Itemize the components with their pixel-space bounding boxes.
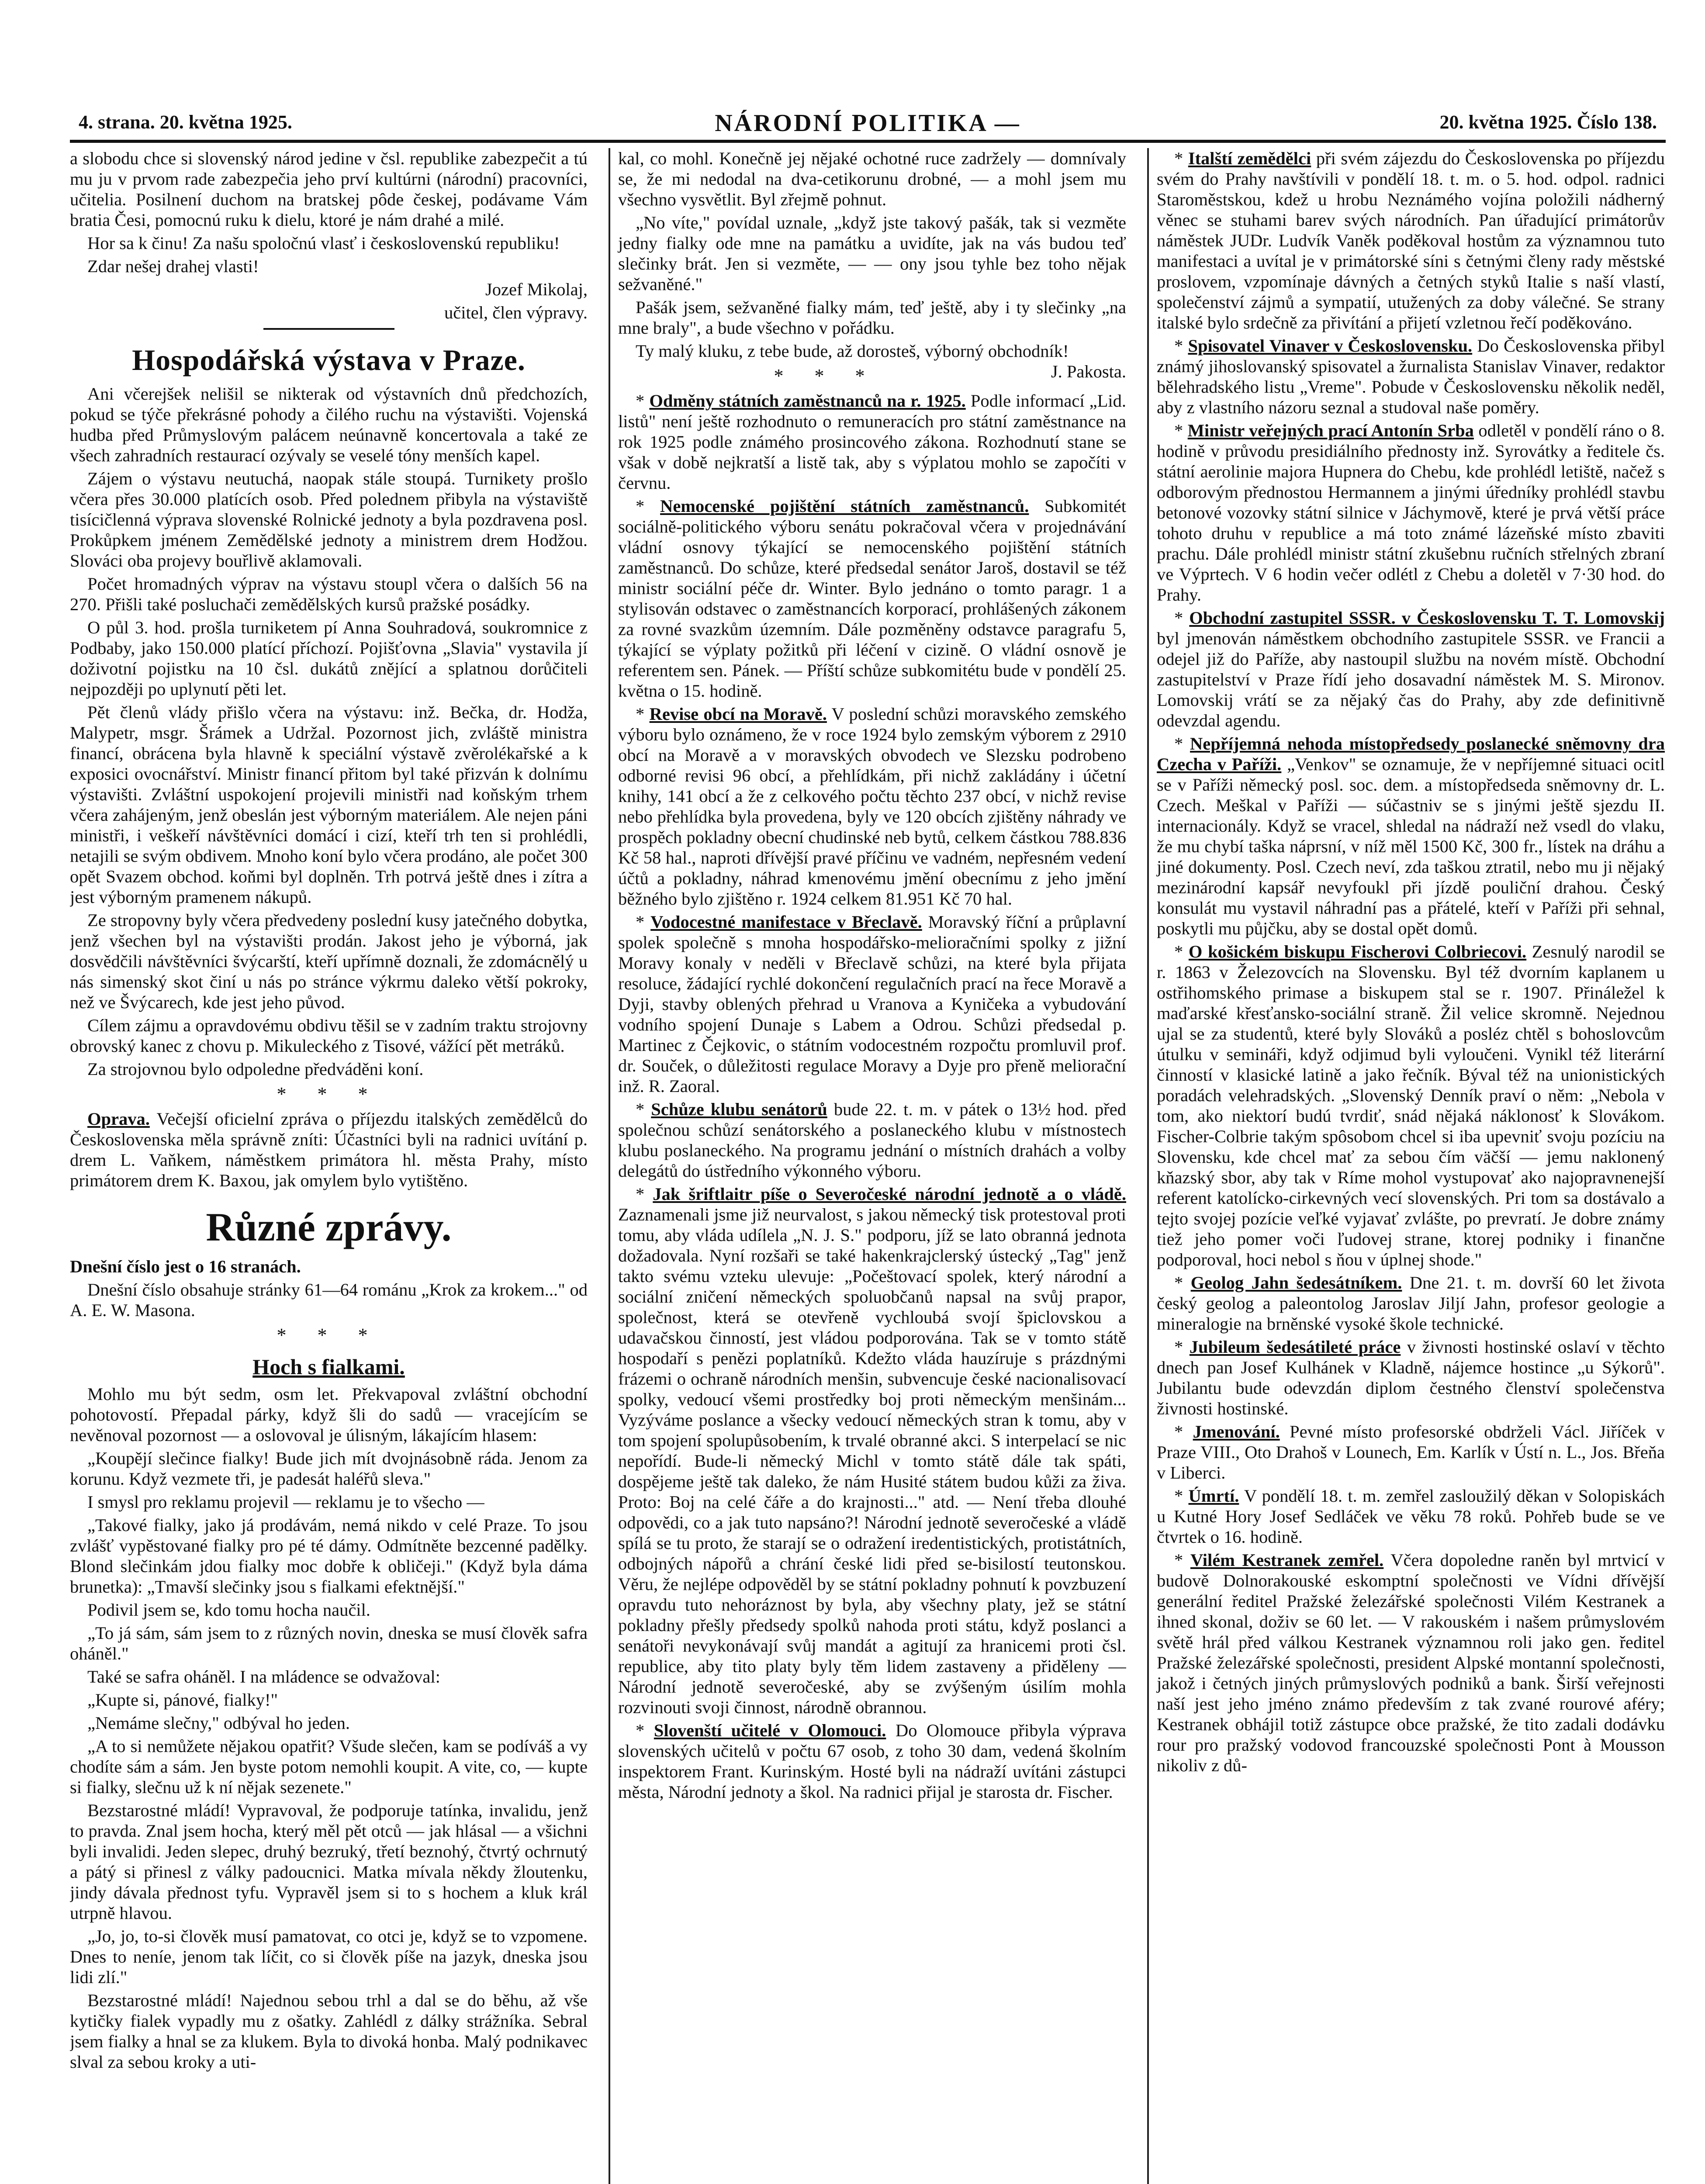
run-in-heading: Odměny státních zaměstnanců na r. 1925. <box>649 391 966 411</box>
article-paragraph: a slobodu chce si slovenský národ jedine v čsl. republike zabezpečit a tú mu ju v prvom rade zabezpečia jeho prví kultúrni (národní) pracovníci, učitelia. Posilnení duchom na bratskej pôde českej, podávame Vám bratia Česi, pomocnú ruku k dielu, ktoré je nám drahé a milé. <box>70 149 588 230</box>
article-paragraph: „Takové fialky, jako já prodávám, nemá nikdo v celé Praze. To jsou zvlášť vypěstované fialky pro pé té dámy. Odmítněte bezcenné padělky. Blond slečinkám jdou fialky moc dobře k obličeji." (Když byla dáma brunetka): „Tmavší slečinky jsou s fialkami efektnější." <box>70 1515 588 1597</box>
header-date-left: 4. strana. 20. května 1925. <box>79 111 292 133</box>
run-in-heading: Jmenování. <box>1193 1422 1280 1441</box>
separator-stars: * * * <box>277 1324 381 1346</box>
run-in-heading: Slovenští učitelé v Olomouci. <box>654 1721 886 1740</box>
article-paragraph: Dnešní číslo obsahuje stránky 61—64 románu „Krok za krokem..." od A. E. W. Masona. <box>70 1280 588 1320</box>
article-paragraph: * Jmenování. Pevné místo profesorské obdrželi Václ. Jiříček v Praze VIII., Oto Drahoš v Lounech, Em. Karlík v Ústí n. L., Jos. Břeňa v Liberci. <box>1157 1422 1665 1482</box>
run-in-heading: Revise obcí na Moravě. <box>649 704 827 724</box>
article-text: Pevné místo profesorské obdrželi Václ. Jiříček v Praze VIII., Oto Drahoš v Lounech, Em. Karlík v Ústí n. L., Jos. Břeňa v Liberci. <box>1157 1422 1665 1482</box>
article-text: Podle informací „Lid. listů" není ještě rozhodnuto o remuneracích pro státní zaměstnance na rok 1925 podle známého prosincového zákona. Rozhodnutí stane se však v době nejkratší a listě tak, aby s výplatou mohlo se započíti v červnu. <box>618 391 1126 493</box>
article-title: Hoch s fialkami. <box>252 1355 405 1379</box>
columns <box>70 148 1666 2184</box>
separator-stars: * * * <box>774 365 878 387</box>
section-heading: Různé zprávy. <box>206 1205 452 1249</box>
article-text: byl jmenován náměstkem obchodního zastupitele SSSR. ve Francii a odejel již do Paříže, aby nastoupil službu na novém místě. Obchodní zastupitelství v Praze řídí jeho dosavadní náměstek M. S. Mironov. Lomovskij vrátí se za nějaký čas do Prahy, aby zde definitivně odevzdal agendu. <box>1157 629 1665 730</box>
run-in-heading: Ministr veřejných prací Antonín Srba <box>1187 421 1474 440</box>
article-paragraph: Zájem o výstavu neutuchá, naopak stále stoupá. Turnikety prošlo včera přes 30.000 platících osob. Před polednem přibyla na výstaviště tisícičlenná výprava slovenské Rolnické jednoty a byla pozdravena posl. Prokůpkem jménem Zemědělské jednoty a ministrem drem Hodžou. Slováci oba projevy bouřlivě aklamovali. <box>70 469 588 570</box>
masthead-title: NÁRODNÍ POLITIKA — <box>715 110 1021 137</box>
article-paragraph: Bezstarostné mládí! Najednou sebou trhl a dal se do běhu, až vše kytičky fialek vypadly mu z ošatky. Zahlédl z dálky strážníka. Sebral jsem fialky a hnal se za klukem. Byla to divoká honba. Malý podnikavec slval za sebou kroky a uti- <box>70 1990 588 2072</box>
article-paragraph <box>70 1109 588 1191</box>
article-paragraph: I smysl pro reklamu projevil — reklamu je to všecho — <box>87 1492 484 1512</box>
article-paragraph: * Vodocestné manifestace v Břeclavě. Moravský říční a průplavní spolek společně s mnoha hospodářsko-melioračními spolky z jižní Moravy konaly v neděli v Břeclavě schůzi, na které byla přijata resoluce, žádající rychlé dokončení regulačních prací na řece Moravě a Dyji, stavby oblených přehrad u Vranova a Kyničeka a vybudování vodního spojení Dunaje s Labem a Odrou. Schůzi předsedal p. Martinec z Čejkovic, o státním vodocestném rozpočtu promluvil prof. dr. Souček, o důležitosti regulace Moravy a Dyje pro přeně meliorační inž. R. Zaoral. <box>618 912 1126 1096</box>
article-text: Zaznamenali jsme již neurvalost, s jakou německý tisk protestoval proti tomu, aby vláda udílela „N. J. S." podporu, jíž se lato obranná jednota dožadovala. Nyní rozšaři se také hakenkrajclerský ústecký „Tag" jenž takto svému vzteku ulevuje: „Počeštovací spolek, který národní a sociální zničení německých spoluobčanů napsal na svůj prapor, společnost, která se otevřeně vychloubá svojí špiclovskou a udavačskou činností, jest vládou podporována. Tak se v tomto státě hospodaří s penězi poplatníků. Kdežto vláda hauzíruje s prázdnými frázemi o ochraně národních menšin, subvencuje české nacionalisovací spolky, vedoucí všemi prostředky boj proti německým menšinám... Vyzýváme poslance a všecky vedoucí německých stran k tomu, aby v tom spojení spolupůsobením, k trvalé obranné akci. S interpelací se nic nepořídí. Bude-li německý Michl v tomto státě dále tak spáti, dospějeme ještě tak daleko, že nám Husité státem budou kůži za živa. Proto: Boj na celé čáře a do krajnosti..." atd. — Není třeba dlouhé odpovědi, co a jak tuto napsáno?! Národní jednotě severočeské a vládě spílá se tu proto, že starají se o odražení iredentistických, protistátních, odbojných nápořů a chrání české lidi před se-bisilostí teutonskou. Věru, že nejlépe odpověděl by se státní pokladny pohnutí k povzbuzení opravdu tuto nehoráznost by byla, aby všechny platy, jež se státní pokladny přešly předsedy spolků nahoda proti státu, když poslanci a senátoři nevykonávají svůj mandát a agitují za hranicemi proti čsl. republice, aby tito platy byly těm lidem zastaveny a přiděleny — Národní jednotě severočeské, aby se zvýšeným úsilím mohla rozvinouti svoji činnost, národně obrannou. <box>618 1205 1126 1717</box>
article-text: Večejší oficielní zpráva o příjezdu italských zemědělců do Československa měla správně zníti: Účastníci byli na radnici uvítání p. drem L. Vaňkem, náměstkem primátora hl. města Prahy, místo primátorem drem K. Baxou, jak omylem bylo vytištěno. <box>70 1109 588 1190</box>
article-paragraph: Cílem zájmu a opravdovému obdivu těšil se v zadním traktu strojovny obrovský kanec z chovu p. Mikuleckého z Tisové, vážící pět metráků. <box>70 1016 588 1056</box>
article-paragraph: Bezstarostné mládí! Vypravoval, že podporuje tatínka, invalidu, jenž to pravda. Znal jsem hocha, který měl pět otců — jak hlásal — a všichni byli invalidi. Jeden slepec, druhý bezruký, třetí beznohý, čtvrtý ochrnutý a pátý si přinesl z války padoucnici. Matka mívala někdy žloutenku, jindy dávala přednost tyfu. Vypravěl jsem si to s hochem a kluk král utrpně hlavou. <box>70 1800 588 1923</box>
article-paragraph: „No víte," povídal uznale, „když jste takový pašák, tak si vezměte jedny fialky ode mne na památku a uvidíte, jak na vás budou teď slečinky brát. Jen si vezměte, — — ony jsou tyhle bez toho nějak sežvaněné." <box>618 213 1126 294</box>
article-text: Subkomitét sociálně-politického výboru senátu pokračoval včera v projednávání vládní osnovy týkající se nemocenského pojištění státních zaměstnanců. Do schůze, které předsedal senátor Jaroš, dostavil se též ministr sociální péče dr. Winter. Bylo jednáno o tomto paragr. 1 a stylisován odstavec o zaměstnancích korporací, prohlášených zákonem za rovné svazkům územním. Dále pozměněny odstavce paragrafu 5, týkající se výplaty požitků při léčení v cizině. O vládní osnově je referentem sen. Pánek. — Příští schůze subkomitétu bude v pondělí 25. května o 15. hodině. <box>618 496 1126 701</box>
section-heading: Hospodářská výstava v Praze. <box>132 343 526 377</box>
article-text: Dne 21. t. m. dovrší 60 let života český geolog a paleontolog Jaroslav Jiljí Jahn, profesor geologie a mineralogie na brněnské vysoké škole technické. <box>1157 1273 1665 1334</box>
article-paragraph: Za strojovnou bylo odpoledne předváděni koní. <box>87 1059 424 1079</box>
divider <box>263 328 394 330</box>
article-paragraph: Počet hromadných výprav na výstavu stoupl včera o dalších 56 na 270. Přišli také posluchači zemědělských kursů pražské posádky. <box>70 574 588 614</box>
article-text: Do Olomouce přibyla výprava slovenských učitelů v počtu 67 osob, z toho 30 dam, vedená školním inspektorem Frant. Kurinským. Hosté byli na nádraží uvítáni zástupci města, Národní jednoty a škol. Na radnici přijal je starosta dr. Fischer. <box>618 1721 1126 1802</box>
article-paragraph: * Revise obcí na Moravě. V poslední schůzi moravského zemského výboru bylo oznámeno, že v roce 1924 bylo zemským výborem z 2910 obcí na Moravě a v moravských obvodech ve Slezsku podrobeno odborné revisi 96 obcí, a přehlídkám, při nichž zakládány i účetní knihy, 141 obcí a že z celkového počtu těchto 237 obcí, v nichž revise nebo přehlídka byla provedena, byly ve 120 obcích zjištěny náhrady ve prospěch pokladny obecní chudinské neb bytů, celkem částkou 788.836 Kč 58 hal., naproti dřívější pravé příčinu ve vadném, nepřesném vedení účtů a pokladny, náhrad kmenovému jmění obecnímu z jeho jmění běžného bylo zjištěno r. 1924 celkem 81.951 Kč 70 hal. <box>618 704 1126 909</box>
article-paragraph: Podivil jsem se, kdo tomu hocha naučil. <box>87 1600 370 1620</box>
header-date-right: 20. května 1925. Číslo 138. <box>1439 111 1657 133</box>
run-in-heading: Úmrtí. <box>1188 1486 1239 1506</box>
article-paragraph: Ani včerejšek nelišil se nikterak od výstavních dnů předchozích, pokud se týče překrásné pohody a čilého ruchu na výstavišti. Vojenská hudba před Průmyslovým palácem neúnavně koncertovala a také ze všech zahradních restaurací ozývaly se veselé tóny menších kapel. <box>70 384 588 465</box>
column-1 <box>70 148 588 2184</box>
run-in-heading: Nepříjemná nehoda místopředsedy poslanecké sněmovny dra Czecha v Paříži. <box>1157 734 1665 774</box>
article-text: Do Československa přibyl známý jihoslovanský spisovatel a žurnalista Stanislav Vinaver, redaktor bělehradského listu „Vreme". Pobude v Československu několik neděl, aby z vlastního názoru seznal a studoval naše poměry. <box>1157 336 1665 417</box>
article-paragraph: „Nemáme slečny," odbýval ho jeden. <box>87 1713 350 1733</box>
column-2 <box>609 148 1126 2184</box>
article-paragraph: * O košickém biskupu Fischerovi Colbriecovi. Zesnulý narodil se r. 1863 v Železovcích na Slovensku. Byl též dvorním kaplanem u ostřihomského primase a biskupem stal se r. 1907. Přináležel k maďarské křesťansko-sociální straně. Žil velice skromně. Nejednou ujal se za studentů, které byly Slováků a posléz chtěl s bohoslovcům útulku v semináři, když odjimud byli vyloučeni. Vynikl též literární činností v klasické latině a jako řečník. Býval též na unionistických poradách velehradských. „Slovenský Denník praví o něm: „Nebola v tom, ako niektorí budú tvrdiť, snád nějaká náklonosť k Slovákom. Fischer-Colbrie takým spôsobom chcel si iba upevniť svoju pozíciu na Slovensku, kde chcel mať za sebou čím väčší — jemu naklonený kňazský sbor, aby tak v Ríme mohol vystupovať ako najopravnenejší referent katolícko-cirkevných vecí slovenských. Pri tom sa dostávalo a tejto svojej pozície veľké vyjavať zvlášte, po prevratí. Je dobre známy tiež jeho pomer voči ľudovej strane, ktorej podniky i finančne podporoval, hoci nebol s ňou v úplnej shode." <box>1157 942 1665 1269</box>
article-paragraph: „To já sám, sám jsem to z různých novin, dneska se musí člověk safra oháněl." <box>70 1623 588 1663</box>
article-text: Moravský říční a průplavní spolek společně s mnoha hospodářsko-melioračními spolky z jižní Moravy konaly v neděli v Břeclavě schůzi, na které byla přijata resoluce, žádající rychlé dokončení regulačních prací na řece Moravě a Dyji, stavby oblených přehrad u Vranova a Kyničeka a vybudování vodního spojení Dunaje s Labem a Odrou. Schůzi předsedal p. Martinec z Čejkovic, o státním vodocestném rozpočtu promluvil prof. dr. Souček, o důležitosti regulace Moravy a Dyje pro přeně meliorační inž. R. Zaoral. <box>618 912 1126 1096</box>
article-paragraph: * Nemocenské pojištění státních zaměstnanců. Subkomitét sociálně-politického výboru senátu pokračoval včera v projednávání vládní osnovy týkající se nemocenského pojištění státních zaměstnanců. Do schůze, které předsedal senátor Jaroš, dostavil se též ministr sociální péče dr. Winter. Bylo jednáno o tomto paragr. 1 a stylisován odstavec o zaměstnancích korporací, prohlášených zákonem za rovné svazkům územním. Dále pozměněny odstavce paragrafu 5, týkající se výplaty požitků při léčení v cizině. O vládní osnově je referentem sen. Pánek. — Příští schůze subkomitétu bude v pondělí 25. května o 15. hodině. <box>618 496 1126 701</box>
article-text: při svém zájezdu do Československa po příjezdu svém do Prahy navštívili v pondělí 18. t. m. o 5. hod. odpol. radnici Staroměstskou, kdež u hrobu Neznámého vojína položili nádherný věnec se stuhami barev svých národních. Pan úřadující primátorův náměstek JUDr. Ludvík Vaněk poděkoval hostům za významnou tuto manifestaci a uvítal je v primátorské síni s četnými členy rady městské proslovem, vzpomínaje dávných a četných styků Italie s naší vlastí, společenství zájmů a sympatií, utužených za doby válečné. Se strany italské bylo srdečně za přivítání a přijetí vzletnou řečí poděkováno. <box>1157 149 1665 332</box>
article-paragraph: O půl 3. hod. prošla turniketem pí Anna Souhradová, soukromnice z Podbaby, jako 150.000 platící příchozí. Pojišťovna „Slavia" vystavila jí doživotní pojistku na 10 čsl. dukátů znějící a splatnou dorůčiteli nejpozději po uplynutí pěti let. <box>70 618 588 699</box>
signature: učitel, člen výpravy. <box>444 303 588 322</box>
article-text: „Venkov" se oznamuje, že v nepříjemné situaci ocitl se v Paříži německý posl. soc. dem. a místopředseda sněmovny dr. L. Czech. Meškal v Paříži — súčastniv se s jinými ještě sjezdu II. internacionály. Když se vracel, shledal na nádraží než vsedl do vlaku, že mu chybí taška náprsní, v níž měl 1500 Kč, 300 fr., lístek na dráhu a jiné dokumenty. Posl. Czech neví, zda taškou ztratil, nebo mu ji nějaký mezinárodní kapsář nevyfoukl při jízdě pouliční drahou. Český konsulát mu vystavil náhradní pas a přátelé, kteří v Paříži při sehnal, poskytli mu půjčku, aby se dostal opět domů. <box>1157 754 1665 938</box>
article-paragraph: „Koupějí slečince fialky! Bude jich mít dvojnásobně ráda. Jenom za korunu. Když vezmete tři, je padesát haléřů sleva." <box>70 1448 588 1489</box>
article-paragraph: kal, co mohl. Konečně jej nějaké ochotné ruce zadržely — domnívaly se, že mi nedodal na dva-cetikorunu drobné, — a mohl jsem mu všechno vysvětlit. Byl zřejmě pohnut. <box>618 149 1126 209</box>
run-in-heading: Obchodní zastupitel SSSR. v Československu T. T. Lomovskij <box>1189 608 1665 628</box>
article-paragraph: * Geolog Jahn šedesátníkem. Dne 21. t. m. dovrší 60 let života český geolog a paleontolog Jaroslav Jiljí Jahn, profesor geologie a mineralogie na brněnské vysoké škole technické. <box>1157 1273 1665 1334</box>
page-header <box>70 109 1666 143</box>
article-paragraph: * Jubileum šedesátileté práce v živnosti hostinské oslaví v těchto dnech pan Josef Kulhánek v Kladně, nájemce hostince „u Sýkorů". Jubilantu bude odevzdán diplom čestného členství společenstva živnosti hostinské. <box>1157 1337 1665 1418</box>
article-paragraph: * Odměny státních zaměstnanců na r. 1925. Podle informací „Lid. listů" není ještě rozhodnuto o remuneracích pro státní zaměstnance na rok 1925 podle známého prosincového zákona. Rozhodnutí stane se však v době nejkratší a listě tak, aby s výplatou mohlo se započíti v červnu. <box>618 391 1126 493</box>
article-text: Včera dopoledne raněn byl mrtvicí v budově Dolnorakouské eskomptní společnosti ve Vídni dřívější generální ředitel Pražské železářské společnosti Vilém Kestranek a ihned skonal, doživ se 60 let. — V rakouském i našem průmyslovém světě hrál před válkou Kestranek významnou roli jako gen. ředitel Pražské železářské společnosti, president Alpské montanní společnosti, jakož i četných jiných průmyslových podniků a bank. Širší veřejnosti naší jest jeho jméno známo především z tak zvané rourové aféry; Kestranek obhájil totiž zástupce obce pražské, že tito zadali dodávku rour pro pražský vodovod francouzské společnosti Pont à Mousson nikoliv z dů- <box>1157 1550 1665 1775</box>
article-text: Ty malý kluku, z tebe bude, až dorosteš, výborný obchodník! <box>636 341 1069 361</box>
run-in-heading: O košickém biskupu Fischerovi Colbriecovi. <box>1188 942 1527 961</box>
article-paragraph: Pašák jsem, sežvaněné fialky mám, teď ještě, aby i ty slečinky „na mne braly", a bude všechno v pořádku. <box>618 297 1126 338</box>
run-in-heading: Italští zemědělci <box>1188 149 1311 168</box>
run-in-heading: Oprava. <box>87 1109 150 1129</box>
run-in-heading: Jubileum šedesátileté práce <box>1189 1337 1401 1357</box>
article-text: V pondělí 18. t. m. zemřel zasloužilý děkan v Solopiskách u Kutné Hory Josef Sedláček ve věku 78 roků. Pohřeb bude se ve čtvrtek o 16. hodině. <box>1157 1486 1665 1547</box>
run-in-heading: Spisovatel Vinaver v Československu. <box>1188 336 1473 356</box>
article-paragraph: Pět členů vlády přišlo včera na výstavu: inž. Bečka, dr. Hodža, Malypetr, msgr. Šrámek a Udržal. Pozornost jich, zvláště ministra financí, obrácena byla hlavně k speciální výstavě zvěrolékařské a k exposici ovocnářství. Ministr financí přitom byl také přizván k dolnímu výstavišti. Zvláštní uspokojení projevili ministři nad koňským trhem včera zahájeným, jenž obeslán jest výborným materiálem. Ale nejen páni ministři, i veškeří návštěvníci domácí i cizí, kteří trh ten si prohlédli, netajili se svým obdivem. Mnoho koní bylo včera prodáno, ale počet 300 opět Svazem obchod. koňmi byl doplněn. Trh potrvá ještě dnes i zítra a jest výborným pramenem nákupů. <box>70 702 588 907</box>
article-paragraph: * Jak šriftlaitr píše o Severočeské národní jednotě a o vládě. Zaznamenali jsme již neurvalost, s jakou německý tisk protestoval proti tomu, aby vláda udílela „N. J. S." podporu, jíž se lato obranná jednota dožadovala. Nyní rozšaři se také hakenkrajclerský ústecký „Tag" jenž takto svému vzteku ulevuje: „Počeštovací spolek, který národní a sociální zničení německých spoluobčanů napsal na svůj prapor, společnost, která se otevřeně vychloubá svojí špiclovskou a udavačskou činností, jest vládou podporována. Tak se v tomto státě hospodaří s penězi poplatníků. Kdežto vláda hauzíruje s prázdnými frázemi o ochraně národních menšin, subvencuje české nacionalisovací spolky, vedoucí všemi prostředky boj proti německým menšinám... Vyzýváme poslance a všecky vedoucí německých stran k tomu, aby v tom spojení spolupůsobením, k trvalé obranné akci. S interpelací se nic nepořídí. Bude-li německý Michl v tomto státě dále tak spáti, dospějeme ještě tak daleko, že nám Husité státem budou kůži za živa. Proto: Boj na celé čáře a do krajnosti..." atd. — Není třeba dlouhé odpovědi, co a jak tuto napsáno?! Národní jednotě severočeské a vládě spílá se tu proto, že starají se o odražení iredentistických, protistátních, odbojných nápořů a chrání české lidi před se-bisilostí teutonskou. Věru, že nejlépe odpověděl by se státní pokladny pohnutí k povzbuzení opravdu tuto nehoráznost by byla, aby všechny platy, jež se státní pokladny přešly předsedy spolků nahoda proti státu, když poslanci a senátoři nevykonávají svůj mandát a agitují za hranicemi proti čsl. republice, aby tito platy byly těm lidem zastaveny a přiděleny — Národní jednotě severočeské, aby se zvýšeným úsilím mohla rozvinouti svoji činnost, národně obrannou. <box>618 1184 1126 1717</box>
signature: J. Pakosta. <box>1051 362 1126 381</box>
article-paragraph: „Kupte si, pánové, fialky!" <box>87 1690 278 1710</box>
article-paragraph: Mohlo mu být sedm, osm let. Překvapoval zvláštní obchodní pohotovostí. Přepadal párky, když šli do sadů — vracejícím se nevěnoval pozornost — a oslovoval je úlisným, lákajícím hlasem: <box>70 1384 588 1445</box>
article-text: odletěl v pondělí ráno o 8. hodině v průvodu presidiálního přednosty inž. Syrovátky a ředitele čs. státní aerolinie majora Hupnera do Chebu, kde prohlédl letiště, načež s odborovým přednostou Hermannem a jinými úředníky prohlédl stavbu betonové vozovky státní silnice v Jáchymově, které je prvá větší práce tohoto druhu v republice a má toto známé lázeňské místo zbaviti prachu. Dále prohlédl ministr státní zkušebnu ručních střelných zbraní ve Výprtech. V 6 hodin večer odlétl z Chebu a doletěl v 7·30 hod. do Prahy. <box>1157 421 1665 605</box>
article-paragraph: Ze stropovny byly včera předvedeny poslední kusy jatečného dobytka, jenž všechen byl na výstavišti prodán. Jakost jeho je výborná, jak dosvědčili návštěvníci švýcarští, kteří upřímně doznali, že zdomácnělý u nás simenský skot činí u nás po stránce výkrmu daleko větší pokroky, než ve Švýcarech, kde jest jeho původ. <box>70 910 588 1012</box>
article-paragraph: * Úmrtí. V pondělí 18. t. m. zemřel zasloužilý děkan v Solopiskách u Kutné Hory Josef Sedláček ve věku 78 roků. Pohřeb bude se ve čtvrtek o 16. hodině. <box>1157 1486 1665 1547</box>
signature: Jozef Mikolaj, <box>485 280 588 299</box>
article-paragraph: * Slovenští učitelé v Olomouci. Do Olomouce přibyla výprava slovenských učitelů v počtu 67 osob, z toho 30 dam, vedená školním inspektorem Frant. Kurinským. Hosté byli na nádraží uvítáni zástupci města, Národní jednoty a škol. Na radnici přijal je starosta dr. Fischer. <box>618 1721 1126 1802</box>
article-paragraph: * Spisovatel Vinaver v Československu. Do Československa přibyl známý jihoslovanský spisovatel a žurnalista Stanislav Vinaver, redaktor bělehradského listu „Vreme". Pobude v Československu několik neděl, aby z vlastního názoru seznal a studoval naše poměry. <box>1157 336 1665 417</box>
article-paragraph: „Jo, jo, to-si člověk musí pamatovat, co otci je, když se to vzpomene. Dnes to neníe, jenom tak líčit, co si člověk píše na jazyk, dneska jsou lidi zlí." <box>70 1926 588 1987</box>
article-paragraph: * Italští zemědělci při svém zájezdu do Československa po příjezdu svém do Prahy navštívili v pondělí 18. t. m. o 5. hod. odpol. radnici Staroměstskou, kdež u hrobu Neznámého vojína položili nádherný věnec se stuhami barev svých národních. Pan úřadující primátorův náměstek JUDr. Ludvík Vaněk poděkoval hostům za významnou tuto manifestaci a uvítal je v primátorské síni s četnými členy rady městské proslovem, vzpomínaje dávných a četných styků Italie s naší vlastí, společenství zájmů a sympatií, utužených za doby válečné. Se strany italské bylo srdečně za přivítání a přijetí vzletnou řečí poděkováno. <box>1157 149 1665 332</box>
article-text: v živnosti hostinské oslaví v těchto dnech pan Josef Kulhánek v Kladně, nájemce hostince „u Sýkorů". Jubilantu bude odevzdán diplom čestného členství společenstva živnosti hostinské. <box>1157 1337 1665 1418</box>
article-paragraph: Zdar nešej drahej vlasti! <box>87 256 259 276</box>
article-paragraph: Hor sa k činu! Za našu spoločnú vlasť i československú republiku! <box>87 233 560 253</box>
article-paragraph: „A to si nemůžete nějakou opatřit? Všude slečen, kam se podíváš a vy chodíte sám a sám. Jen byste potom nemohli koupit. A vite, co, — kupte si fialky, slečnu už k ní nějak sezenete." <box>70 1736 588 1797</box>
run-in-heading: Nemocenské pojištění státních zaměstnanců. <box>660 496 1029 516</box>
article-paragraph: * Ministr veřejných prací Antonín Srba odletěl v pondělí ráno o 8. hodině v průvodu presidiálního přednosty inž. Syrovátky a ředitele čs. státní aerolinie majora Hupnera do Chebu, kde prohlédl letiště, načež s odborovým přednostou Hermannem a jinými úředníky prohlédl stavbu betonové vozovky státní silnice v Jáchymově, které je prvá větší práce tohoto druhu v republice a má toto známé lázeňské místo zbaviti prachu. Dále prohlédl ministr státní zkušebnu ručních střelných zbraní ve Výprtech. V 6 hodin večer odlétl z Chebu a doletěl v 7·30 hod. do Prahy. <box>1157 421 1665 605</box>
article-text: V poslední schůzi moravského zemského výboru bylo oznámeno, že v roce 1924 bylo zemským výborem z 2910 obcí na Moravě a v moravských obvodech ve Slezsku podrobeno odborné revisi 96 obcí, a přehlídkám, při nichž zakládány i účetní knihy, 141 obcí a že z celkového počtu těchto 237 obcí, v nichž revise nebo přehlídka byla provedena, byly ve 120 obcích zjištěny náhrady ve prospěch pokladny obecní chudinské neb bytů, celkem částkou 788.836 Kč 58 hal., naproti dřívější pravé příčinu ve vadném, nepřesném vedení účtů a pokladny, náhrad kmenovému jmění obecnímu z jeho jmění běžného bylo zjištěno r. 1924 celkem 81.951 Kč 70 hal. <box>618 704 1126 909</box>
run-in-heading: Vodocestné manifestace v Břeclavě. <box>650 912 922 932</box>
run-in-heading: Jak šriftlaitr píše o Severočeské národní jednotě a o vládě. <box>653 1184 1126 1204</box>
run-in-heading: Vilém Kestranek zemřel. <box>1190 1550 1384 1570</box>
article-text: Zesnulý narodil se r. 1863 v Železovcích na Slovensku. Byl též dvorním kaplanem u ostřihomského primase a biskupem stal se r. 1907. Přináležel k maďarské křesťansko-sociální straně. Žil velice skromně. Nejednou ujal se za studentů, které byly Slováků a posléz chtěl s bohoslovcům útulku v semináři, když odjimud byli vyloučeni. Vynikl též literární činností v klasické latině a jako řečník. Býval též na unionistických poradách velehradských. „Slovenský Denník praví o něm: „Nebola v tom, ako niektorí budú tvrdiť, snád nějaká náklonosť k Slovákom. Fischer-Colbrie takým spôsobom chcel si iba upevniť svoju pozíciu na Slovensku, kde chcel mať za sebou čím väčší — jemu naklonený kňazský sbor, aby tak v Ríme mohol vystupovať ako najopravnenejší referent katolícko-cirkevných vecí slovenských. Pri tom sa dostávalo a tejto svojej pozície veľké vyjavať zvlášte, po prevratí. Je dobre známy tiež jeho pomer voči ľudovej strane, ktorej podniky i finančne podporoval, hoci nebol s ňou v úplnej shode." <box>1157 942 1665 1269</box>
article-paragraph <box>618 341 1126 381</box>
column-3 <box>1147 148 1665 2184</box>
article-paragraph: * Obchodní zastupitel SSSR. v Československu T. T. Lomovskij byl jmenován náměstkem obchodního zastupitele SSSR. ve Francii a odejel již do Paříže, aby nastoupil službu na novém místě. Obchodní zastupitelství v Praze řídí jeho dosavadní náměstek M. S. Mironov. Lomovskij vrátí se za nějaký čas do Prahy, aby zde definitivně odevzdal agendu. <box>1157 608 1665 730</box>
separator-stars: * * * <box>277 1083 381 1105</box>
run-in-heading: Schůze klubu senátorů <box>651 1099 827 1119</box>
article-text: bude 22. t. m. v pátek o 13½ hod. před společnou schůzí senátorského a poslaneckého klubu v místnostech klubu poslaneckého. Na programu jednání o místních drahách a volby delegátů do ústředního výkonného výboru. <box>618 1099 1126 1181</box>
article-paragraph: * Nepříjemná nehoda místopředsedy poslanecké sněmovny dra Czecha v Paříži. „Venkov" se oznamuje, že v nepříjemné situaci ocitl se v Paříži německý posl. soc. dem. a místopředseda sněmovny dr. L. Czech. Meškal v Paříži — súčastniv se s jinými ještě sjezdu II. internacionály. Když se vracel, shledal na nádraží než vsedl do vlaku, že mu chybí taška náprsní, v níž měl 1500 Kč, 300 fr., lístek na dráhu a jiné dokumenty. Posl. Czech neví, zda taškou ztratil, nebo mu ji nějaký mezinárodní kapsář nevyfoukl při jízdě pouliční drahou. Český konsulát mu vystavil náhradní pas a přátelé, kteří v Paříži při sehnal, poskytli mu půjčku, aby se dostal opět domů. <box>1157 734 1665 938</box>
article-paragraph: * Vilém Kestranek zemřel. Včera dopoledne raněn byl mrtvicí v budově Dolnorakouské eskomptní společnosti ve Vídni dřívější generální ředitel Pražské železářské společnosti Vilém Kestranek a ihned skonal, doživ se 60 let. — V rakouském i našem průmyslovém světě hrál před válkou Kestranek významnou roli jako gen. ředitel Pražské železářské společnosti, president Alpské montanní společnosti, jakož i četných jiných průmyslových podniků a bank. Širší veřejnosti naší jest jeho jméno známo především z tak zvané rourové aféry; Kestranek obhájil totiž zástupce obce pražské, že tito zadali dodávku rour pro pražský vodovod francouzské společnosti Pont à Mousson nikoliv z dů- <box>1157 1550 1665 1775</box>
run-in-heading: Geolog Jahn šedesátníkem. <box>1190 1273 1402 1292</box>
run-in-heading: Dnešní číslo jest o 16 stranách. <box>70 1257 301 1276</box>
article-paragraph: Také se safra oháněl. I na mládence se odvažoval: <box>87 1667 440 1686</box>
article-paragraph: * Schůze klubu senátorů bude 22. t. m. v pátek o 13½ hod. před společnou schůzí senátorského a poslaneckého klubu v místnostech klubu poslaneckého. Na programu jednání o místních drahách a volby delegátů do ústředního výkonného výboru. <box>618 1099 1126 1181</box>
